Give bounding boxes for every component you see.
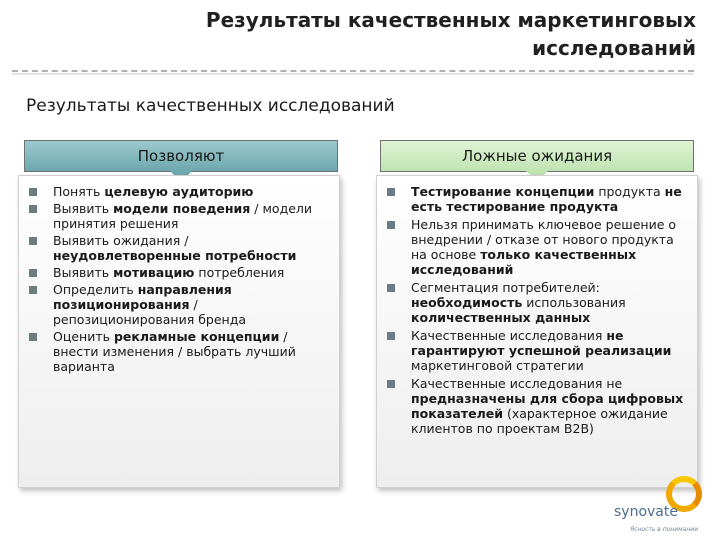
column-heading-false-expectations: Ложные ожидания	[380, 140, 694, 172]
item-text: / модели принятия решения	[53, 201, 313, 231]
bold-text: количественных данных	[411, 310, 591, 325]
list-item	[377, 184, 687, 214]
item-text: маркетинговой стратегии	[411, 358, 584, 373]
list-item	[19, 282, 329, 327]
square-bullet-icon	[29, 188, 37, 196]
square-bullet-icon	[29, 333, 37, 341]
list-item	[19, 201, 329, 231]
item-text: (характерное ожидание клиентов по проектам B2B)	[411, 406, 668, 436]
square-bullet-icon	[29, 286, 37, 294]
item-text: потребления	[194, 265, 285, 280]
square-bullet-icon	[387, 284, 395, 292]
item-text: Выявить ожидания /	[53, 233, 189, 248]
item-text: продукта	[594, 184, 665, 199]
list-item	[377, 280, 687, 325]
item-text: использования	[522, 295, 626, 310]
item-text: Выявить	[53, 265, 114, 280]
item-text: / внести изменения / выбрать лучший варианта	[53, 329, 296, 374]
panel-false-expectations	[376, 175, 698, 488]
square-bullet-icon	[29, 205, 37, 213]
list-allows	[19, 184, 329, 374]
bold-text: рекламные концепции	[113, 329, 280, 344]
bold-text: необходимость	[411, 295, 523, 310]
list-item	[377, 217, 687, 277]
logo-tagline: Ясность в понимании	[630, 526, 699, 533]
square-bullet-icon	[29, 269, 37, 277]
item-text: Определить	[53, 282, 138, 297]
synovate-logo	[614, 474, 716, 536]
square-bullet-icon	[387, 380, 395, 388]
bold-text: предназначены для сбора цифровых показателей	[411, 391, 684, 421]
square-bullet-icon	[387, 332, 395, 340]
item-text: Оценить	[53, 329, 114, 344]
slide-title: Результаты качественных маркетинговых исследований	[205, 8, 696, 60]
item-text: / репозиционирования бренда	[53, 297, 246, 327]
item-text: Нельзя принимать ключевое решение о внедрении / отказе от нового продукта на основе	[411, 217, 677, 262]
bold-text: направления позиционирования	[53, 282, 232, 312]
item-text: Качественные исследования не	[411, 376, 623, 391]
list-item	[377, 328, 687, 373]
list-item	[19, 233, 329, 263]
item-text: Качественные исследования	[411, 328, 607, 343]
column-heading-allows: Позволяют	[24, 140, 338, 172]
list-item	[19, 265, 329, 280]
bold-text: не есть тестирование продукта	[411, 184, 682, 214]
slide-subtitle: Результаты качественных исследований	[26, 96, 395, 116]
list-false-expectations	[377, 184, 687, 436]
item-text: Выявить	[53, 201, 114, 216]
square-bullet-icon	[387, 188, 395, 196]
bold-text: только качественных исследований	[411, 247, 637, 277]
bold-text: не гарантируют успешной реализации	[411, 328, 672, 358]
title-divider	[12, 70, 694, 72]
panel-allows	[18, 175, 340, 488]
bold-text: Тестирование концепции	[411, 184, 595, 199]
logo-wordmark: synovate	[614, 504, 678, 520]
list-item	[19, 329, 329, 374]
bold-text: неудовлетворенные потребности	[53, 248, 297, 263]
square-bullet-icon	[29, 237, 37, 245]
bold-text: модели поведения	[113, 201, 251, 216]
bold-text: мотивацию	[113, 265, 195, 280]
bold-text: целевую аудиторию	[104, 184, 254, 199]
square-bullet-icon	[387, 221, 395, 229]
list-item	[377, 376, 687, 436]
item-text: Понять	[53, 184, 105, 199]
list-item	[19, 184, 329, 199]
item-text: Сегментация потребителей:	[411, 280, 600, 295]
